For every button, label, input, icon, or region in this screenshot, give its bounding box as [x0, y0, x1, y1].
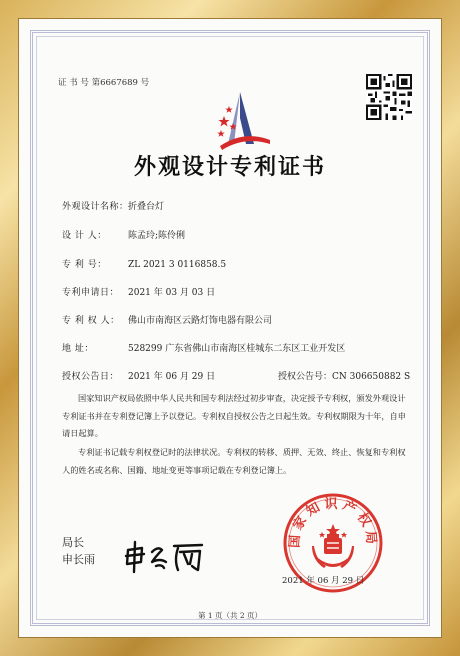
handwritten-signature — [122, 538, 208, 576]
field-value: 陈孟玲;陈伶俐 — [128, 231, 186, 241]
field-label: 设 计 人： — [62, 231, 107, 241]
field-label: 专 利 号： — [62, 260, 107, 270]
qr-code-icon — [366, 74, 412, 120]
cnipa-logo-icon — [216, 90, 272, 152]
field-label: 外观设计名称： — [62, 202, 129, 212]
field-address — [62, 341, 345, 354]
seal-date: 2021 年 06 月 29 日 — [282, 576, 365, 586]
field-label: 地 址： — [62, 344, 94, 354]
paragraph-legal-status: 专利证书记载专利权登记时的法律状况。专利权的转移、质押、无效、终止、恢复和专利权人的姓名或名称、国籍、地址变更等事项记载在专利登记簿上。 — [62, 447, 406, 475]
certificate-number: 证 书 号 第6667689 号 — [58, 78, 150, 88]
field-value: 折叠台灯 — [128, 202, 165, 212]
signatory-name: 申长雨 — [62, 553, 95, 566]
page-number: 第 1 页（共 2 页） — [197, 611, 263, 620]
field-label: 专利申请日： — [62, 288, 120, 298]
field-designer — [62, 228, 185, 241]
signatory-title: 局长 — [62, 536, 84, 549]
field-grant-number: 授权公告号：CN 306650882 S — [278, 372, 411, 382]
paragraph-grant: 国家知识产权局依照中华人民共和国专利法经过初步审查，决定授予专利权，颁发外观设计专利证书并在专利登记簿上予以登记。专利权自授权公告之日起生效。专利权期限为十年，自申请日起算。 — [62, 393, 406, 438]
field-label: 专 利 权 人： — [62, 316, 120, 326]
certificate-paper — [18, 18, 442, 638]
field-value: 2021 年 06 月 29 日 — [128, 372, 216, 382]
field-patentee — [62, 313, 272, 326]
field-patent-number — [62, 257, 226, 270]
field-label: 授权公告日： — [62, 372, 120, 382]
certificate-title: 外观设计专利证书 — [133, 154, 326, 180]
field-value: 528299 广东省佛山市南海区桂城东二东区工业开发区 — [128, 344, 346, 354]
field-grant-date — [62, 369, 410, 382]
field-value: 2021 年 03 月 03 日 — [128, 288, 216, 298]
field-application-date — [62, 285, 215, 298]
field-value: 佛山市南海区云路灯饰电器有限公司 — [128, 316, 273, 326]
field-value: ZL 2021 3 0116858.5 — [128, 260, 227, 270]
seal-text: 国家知识产权局 — [287, 496, 379, 549]
field-design-name — [62, 199, 164, 212]
